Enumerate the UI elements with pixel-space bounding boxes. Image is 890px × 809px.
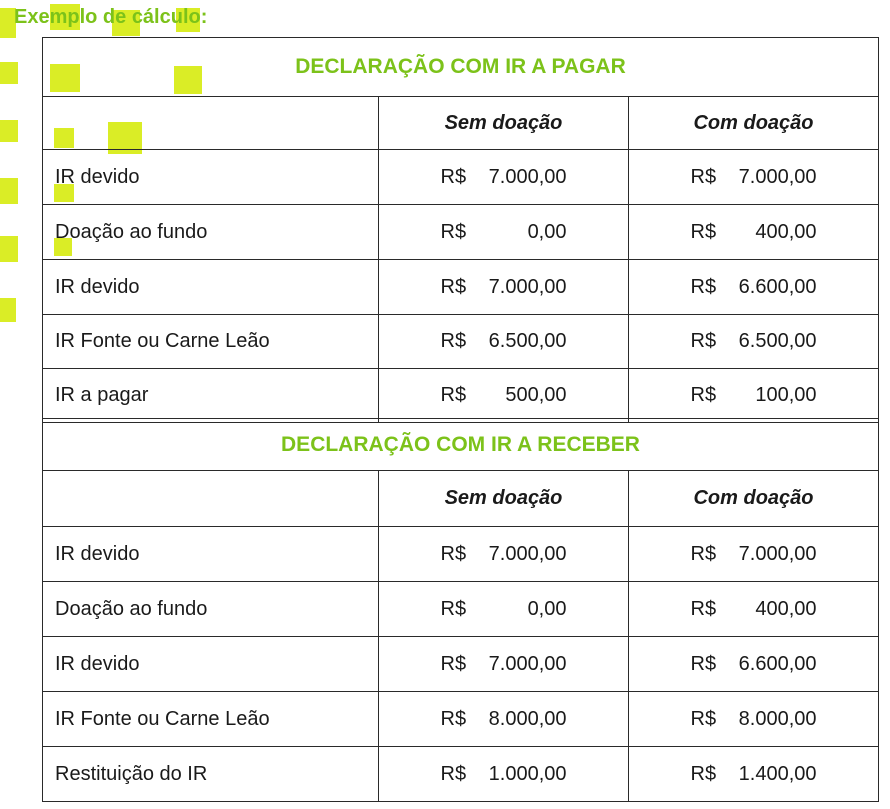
amount: 6.500,00 <box>738 330 817 352</box>
amount: 400,00 <box>755 220 817 243</box>
table-ir-a-pagar <box>42 37 879 423</box>
currency: R$ <box>440 652 467 675</box>
value-com-doacao <box>629 205 879 260</box>
column-header-com-doacao: Com doação <box>629 97 879 150</box>
table-row <box>43 637 879 692</box>
currency: R$ <box>440 762 467 785</box>
amount: 7.000,00 <box>488 275 567 298</box>
amount: 500,00 <box>505 384 567 406</box>
value-com-doacao <box>629 369 879 423</box>
column-header-sem-doacao: Sem doação <box>379 471 629 527</box>
header-empty-cell <box>43 97 379 150</box>
amount: 100,00 <box>755 384 817 406</box>
value-com-doacao <box>629 582 879 637</box>
value-sem-doacao <box>379 260 629 315</box>
currency: R$ <box>440 330 467 352</box>
row-label: Restituição do IR <box>43 747 379 802</box>
decorative-square <box>0 62 18 84</box>
currency: R$ <box>690 707 717 730</box>
amount: 6.500,00 <box>488 330 567 352</box>
value-com-doacao <box>629 150 879 205</box>
amount: 0,00 <box>527 220 567 243</box>
row-label: IR Fonte ou Carne Leão <box>43 315 379 369</box>
decorative-square <box>0 120 18 142</box>
value-sem-doacao <box>379 150 629 205</box>
currency: R$ <box>440 597 467 620</box>
table-row <box>43 747 879 802</box>
table-row <box>43 260 879 315</box>
currency: R$ <box>440 542 467 565</box>
amount: 1.400,00 <box>738 762 817 785</box>
currency: R$ <box>440 275 467 298</box>
value-sem-doacao <box>379 582 629 637</box>
table-row <box>43 369 879 423</box>
currency: R$ <box>690 165 717 188</box>
amount: 0,00 <box>527 597 567 620</box>
currency: R$ <box>440 220 467 243</box>
currency: R$ <box>690 542 717 565</box>
currency: R$ <box>690 330 717 352</box>
table-row <box>43 582 879 637</box>
amount: 7.000,00 <box>738 542 817 565</box>
column-header-sem-doacao: Sem doação <box>379 97 629 150</box>
value-sem-doacao <box>379 747 629 802</box>
value-sem-doacao <box>379 369 629 423</box>
table-row <box>43 150 879 205</box>
row-label: IR devido <box>43 637 379 692</box>
amount: 8.000,00 <box>488 707 567 730</box>
value-com-doacao <box>629 315 879 369</box>
currency: R$ <box>440 384 467 406</box>
value-sem-doacao <box>379 205 629 260</box>
row-label: Doação ao fundo <box>43 205 379 260</box>
currency: R$ <box>440 165 467 188</box>
currency: R$ <box>440 707 467 730</box>
column-header-com-doacao: Com doação <box>629 471 879 527</box>
row-label: Doação ao fundo <box>43 582 379 637</box>
value-com-doacao <box>629 637 879 692</box>
value-sem-doacao <box>379 315 629 369</box>
section-title: DECLARAÇÃO COM IR A PAGAR <box>43 38 879 97</box>
currency: R$ <box>690 597 717 620</box>
value-sem-doacao <box>379 637 629 692</box>
decorative-square <box>0 178 18 204</box>
table-row <box>43 205 879 260</box>
value-com-doacao <box>629 260 879 315</box>
value-com-doacao <box>629 527 879 582</box>
row-label: IR devido <box>43 260 379 315</box>
row-label: IR Fonte ou Carne Leão <box>43 692 379 747</box>
currency: R$ <box>690 762 717 785</box>
table-row <box>43 315 879 369</box>
currency: R$ <box>690 275 717 298</box>
row-label: IR devido <box>43 527 379 582</box>
currency: R$ <box>690 220 717 243</box>
row-label: IR devido <box>43 150 379 205</box>
amount: 6.600,00 <box>738 652 817 675</box>
amount: 8.000,00 <box>738 707 817 730</box>
value-sem-doacao <box>379 527 629 582</box>
amount: 7.000,00 <box>738 165 817 188</box>
amount: 7.000,00 <box>488 542 567 565</box>
value-com-doacao <box>629 747 879 802</box>
section-title: DECLARAÇÃO COM IR A RECEBER <box>43 419 879 471</box>
amount: 7.000,00 <box>488 165 567 188</box>
amount: 400,00 <box>755 597 817 620</box>
table-row <box>43 692 879 747</box>
row-label: IR a pagar <box>43 369 379 423</box>
value-sem-doacao <box>379 692 629 747</box>
currency: R$ <box>690 384 717 406</box>
decorative-square <box>0 236 18 262</box>
currency: R$ <box>690 652 717 675</box>
value-com-doacao <box>629 692 879 747</box>
table-row <box>43 527 879 582</box>
header-empty-cell <box>43 471 379 527</box>
table-ir-a-receber <box>42 418 879 802</box>
decorative-square <box>0 298 16 322</box>
amount: 7.000,00 <box>488 652 567 675</box>
amount: 6.600,00 <box>738 275 817 298</box>
amount: 1.000,00 <box>488 762 567 785</box>
page-title: Exemplo de cálculo: <box>14 6 208 28</box>
